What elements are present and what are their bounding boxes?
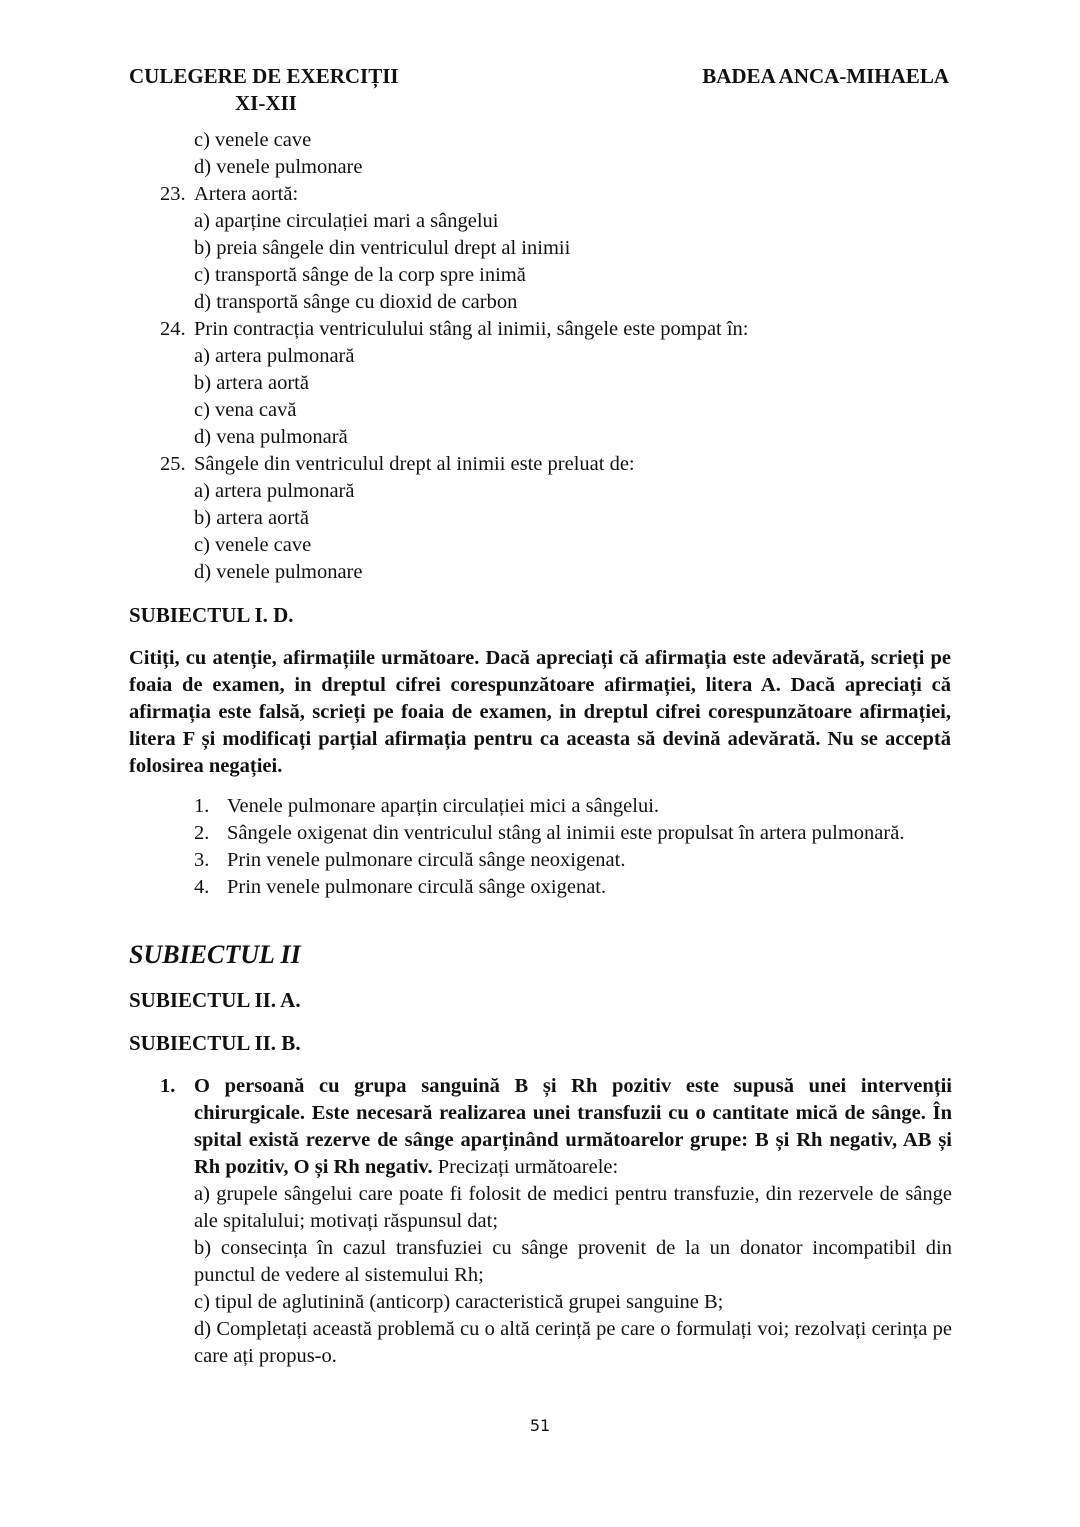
option: d) transportă sânge cu dioxid de carbon <box>194 291 518 313</box>
question-23 <box>160 181 952 208</box>
option: c) venele cave <box>194 534 312 556</box>
statement-text: Prin venele pulmonare circulă sânge oxigenat. <box>227 876 607 898</box>
problem-lead: Precizați următoarele: <box>432 1156 619 1178</box>
statement-text: Prin venele pulmonare circulă sânge neoxigenat. <box>227 849 626 871</box>
statement-item <box>194 820 974 847</box>
statement-text: Sângele oxigenat din ventriculul stâng al inimii este propulsat în artera pulmonară. <box>227 822 905 844</box>
option: c) vena cavă <box>194 399 297 421</box>
question-list <box>160 127 952 586</box>
question-25 <box>160 451 952 478</box>
header-grade: XI-XII <box>235 91 297 115</box>
section-heading-iia: SUBIECTUL II. A. <box>129 988 301 1012</box>
problem-statement <box>194 1073 952 1181</box>
option: c) transportă sânge de la corp spre inimă <box>194 264 526 286</box>
option: a) aparține circulației mari a sângelui <box>194 210 499 232</box>
problem-item: b) consecința în cazul transfuziei cu sânge provenit de la un donator incompatibil din punctul de vedere al sistemului Rh; <box>194 1237 952 1286</box>
option-carryover-c: c) venele cave <box>194 129 312 151</box>
option: b) artera aortă <box>194 372 309 394</box>
problem-item: a) grupele sângelui care poate fi folosit de medici pentru transfuzie, din rezervele de sânge ale spitalului; motivați răspunsul dat; <box>194 1183 952 1232</box>
problem-item: c) tipul de aglutinină (anticorp) caracteristică grupei sanguine B; <box>194 1291 724 1313</box>
question-number: 25. <box>160 453 186 475</box>
question-number: 24. <box>160 318 186 340</box>
statement-list <box>194 793 974 901</box>
statement-item <box>194 793 974 820</box>
statement-number: 2. <box>194 822 210 844</box>
section-heading-iib: SUBIECTUL II. B. <box>129 1031 301 1055</box>
statement-item <box>194 874 974 901</box>
question-text: Artera aortă: <box>194 183 299 205</box>
header-title: CULEGERE DE EXERCIȚII <box>129 64 399 88</box>
statement-number: 1. <box>194 795 210 817</box>
statement-number: 3. <box>194 849 210 871</box>
option: b) preia sângele din ventriculul drept al inimii <box>194 237 571 259</box>
problem-body <box>194 1073 952 1370</box>
header-author: BADEA ANCA-MIHAELA <box>702 64 949 88</box>
statement-text: Venele pulmonare aparțin circulației mici a sângelui. <box>227 795 660 817</box>
question-text: Sângele din ventriculul drept al inimii este preluat de: <box>194 453 635 475</box>
question-number: 23. <box>160 183 186 205</box>
problem-1 <box>160 1073 952 1370</box>
option: b) artera aortă <box>194 507 309 529</box>
option: a) artera pulmonară <box>194 480 355 502</box>
statement-item <box>194 847 974 874</box>
question-text: Prin contracția ventriculului stâng al inimii, sângele este pompat în: <box>194 318 749 340</box>
section-instructions: Citiți, cu atenție, afirmațiile următoare. Dacă apreciați că afirmația este adevărată, scrieți pe foaia de examen, in dreptul cifrei corespunzătoare afirmației, litera A. Dacă apreciați că afirmația este falsă, scrieți pe foaia de examen, in dreptul cifrei corespunzătoare afirmației, litera F și modificați parțial afirmația pentru ca aceasta să devină adevărată. Nu se acceptă folosirea negației. <box>129 647 951 777</box>
option-carryover-d: d) venele pulmonare <box>194 156 363 178</box>
question-24 <box>160 316 952 343</box>
problem-bold-text: O persoană cu grupa sanguină B și Rh pozitiv este supusă unei intervenții chirurgicale. Este necesară realizarea unei transfuzii cu o cantitate mică de sânge. În spital există rezerve de sânge aparținând următoarelor grupe: B și Rh negativ, AB și Rh pozitiv, O și Rh negativ. <box>194 1075 952 1178</box>
section-heading-ii: SUBIECTUL II <box>129 940 301 969</box>
option: a) artera pulmonară <box>194 345 355 367</box>
option: d) venele pulmonare <box>194 561 363 583</box>
option: d) vena pulmonară <box>194 426 348 448</box>
header-left <box>129 63 399 117</box>
statement-number: 4. <box>194 876 210 898</box>
problem-number: 1. <box>160 1075 176 1097</box>
page-number: 51 <box>529 1416 551 1435</box>
problem-item: d) Completați această problemă cu o altă cerință pe care o formulați voi; rezolvați cerința pe care ați propus-o. <box>194 1318 952 1367</box>
section-heading-id: SUBIECTUL I. D. <box>129 603 294 627</box>
